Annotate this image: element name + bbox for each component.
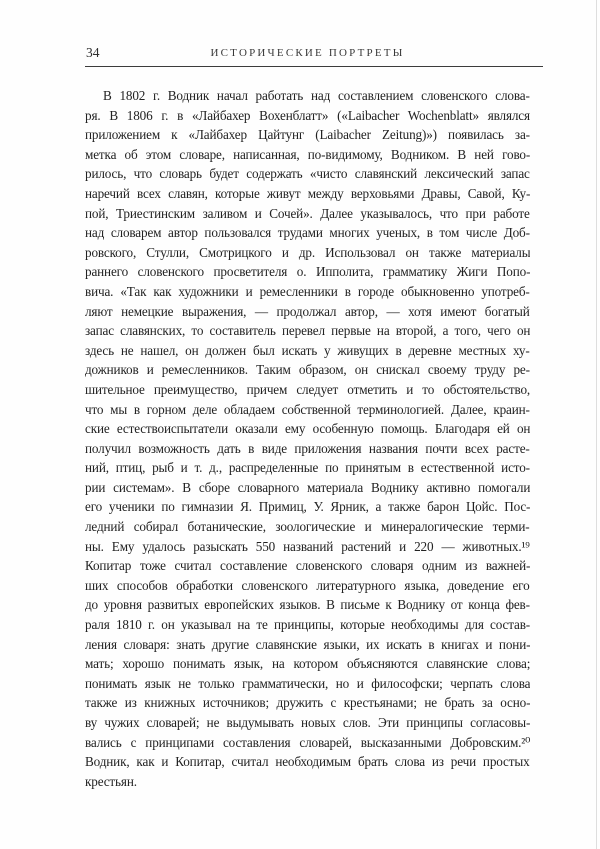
text-line-content: метка об этом словаре, написанная, по-видимому, Водником. В ней гово-: [85, 146, 530, 162]
text-line: [85, 184, 530, 204]
text-line: [85, 360, 530, 380]
text-line: [85, 635, 530, 655]
text-line-content: Водник, как и Копитар, считал необходимым брать слова из речи простых: [85, 754, 530, 770]
text-line-content: его ученики по гимназии Я. Примиц, У. Ярник, а также барон Цойс. Пос-: [85, 499, 530, 515]
text-line: [85, 262, 530, 282]
text-line: [85, 204, 530, 224]
page-header: [85, 45, 530, 63]
text-line: [85, 752, 530, 772]
text-line-content: вались с принципами составления словарей, высказанными Добровским.²⁰: [85, 734, 530, 750]
text-line-content: ны. Ему удалось разыскать 550 названий растений и 220 — животных.¹⁹: [85, 538, 530, 554]
text-line-content: приложением к «Лайбахер Цайтунг (Laibacher Zeitung)») появилась за-: [85, 127, 530, 143]
body-text: [85, 86, 530, 791]
text-line-content: вича. «Так как художники и ремесленники в городе обыкновенно употреб-: [85, 283, 530, 299]
text-line: [85, 556, 530, 576]
text-line-content: дожников и ремесленников. Таким образом, он снискал своему труду ре-: [85, 362, 530, 378]
text-line: [85, 419, 530, 439]
text-line: [85, 733, 530, 753]
text-line-content: пой, Триестинским заливом и Сочей». Далее указывалось, что при работе: [85, 205, 530, 221]
text-line-content: получил возможность дать в виде приложения названия почти всех расте-: [85, 440, 530, 456]
text-line-content: понимать язык не только грамматически, но и философски; черпать слова: [85, 675, 530, 691]
text-line: [85, 517, 530, 537]
text-line: [85, 654, 530, 674]
text-line-content: что мы в горном деле обладаем собственной терминологией. Далее, краин-: [85, 401, 530, 417]
text-line-content: ляют немецкие выражения, — продолжал автор, — хотя имеют богатый: [85, 303, 530, 319]
text-line: [85, 164, 530, 184]
text-line: [85, 125, 530, 145]
text-line: [85, 243, 530, 263]
text-line: [85, 674, 530, 694]
text-line: [85, 439, 530, 459]
page-number: 34: [86, 45, 100, 60]
text-line: [85, 772, 530, 792]
text-line-content: ших способов обработки словенского литературного языка, доведение его: [85, 577, 530, 593]
text-line-content: над словарем автор пользовался трудами многих ученых, в том числе Доб-: [85, 225, 530, 241]
text-line-content: мать; хорошо понимать язык, на котором объясняются славянские слова;: [85, 656, 530, 672]
text-line-content: В 1802 г. Водник начал работать над составлением словенского слова-: [103, 88, 530, 103]
text-line: [85, 223, 530, 243]
text-line-content: раннего словенского просветителя о. Ипполита, грамматику Жиги Попо-: [85, 264, 530, 280]
text-line: [85, 86, 530, 106]
text-line-content: крестьян.: [85, 773, 137, 789]
text-line: [85, 576, 530, 596]
text-line-content: рилось, что словарь будет содержать «чисто славянский лексический запас: [85, 166, 530, 182]
text-line: [85, 282, 530, 302]
text-line: [85, 497, 530, 517]
text-line-content: наречий всех славян, которые живут между верховьями Дравы, Савой, Ку-: [85, 185, 530, 201]
text-line-content: также из книжных источников; дружить с крестьянами; не брать за осно-: [85, 695, 530, 711]
text-line: [85, 380, 530, 400]
text-line-content: ские естествоиспытатели оказали ему особенную помощь. Благодаря ей он: [85, 421, 530, 437]
text-line: [85, 341, 530, 361]
text-line-content: рии системам». В сборе словарного материала Воднику активно помогали: [85, 479, 530, 495]
text-line-content: ний, птиц, рыб и т. д., распределенные по принятым в естественной исто-: [85, 460, 530, 476]
text-line-content: ву чужих словарей; не выдумывать новых слов. Эти принципы согласовы-: [85, 715, 530, 730]
header-rule: [85, 66, 543, 67]
text-line: [85, 713, 530, 733]
text-line: [85, 302, 530, 322]
text-line-content: шительное преимущество, причем следует отметить и то обстоятельство,: [85, 381, 530, 397]
text-line-content: ления словаря: знать другие славянские языки, их искать в книгах и пони-: [85, 636, 530, 652]
text-line-content: Копитар тоже считал составление словенского словаря одним из важней-: [85, 558, 530, 574]
text-line: [85, 537, 530, 557]
text-line: [85, 106, 530, 126]
text-line: [85, 693, 530, 713]
text-line-content: запас славянских, то составитель перевел первые на второй, а того, чего он: [85, 323, 530, 339]
text-line: [85, 458, 530, 478]
text-line: [85, 321, 530, 341]
text-line: [85, 478, 530, 498]
text-line-content: ледний собирал ботанические, зоологические и минералогические терми-: [85, 519, 530, 535]
text-line: [85, 145, 530, 165]
text-line: [85, 595, 530, 615]
text-line-content: ря. В 1806 г. в «Лайбахер Вохенблатт» («Laibacher Wochenblatt» являлся: [85, 107, 530, 123]
text-line-content: здесь не нашел, он должен был искать у живущих в деревне местных ху-: [85, 342, 530, 358]
text-line-content: раля 1810 г. он указывал на те принципы, которые необходимы для состав-: [85, 617, 530, 633]
text-line-content: до уровня развитых европейских языков. В письме к Воднику от конца фев-: [85, 597, 530, 613]
text-line-content: ровского, Стулли, Смотрицкого и др. Использовал он также материалы: [85, 244, 530, 260]
text-line: [85, 400, 530, 420]
running-header-title: ИСТОРИЧЕСКИЕ ПОРТРЕТЫ: [210, 47, 405, 59]
text-line: [85, 615, 530, 635]
page-edge-line: [596, 0, 597, 849]
